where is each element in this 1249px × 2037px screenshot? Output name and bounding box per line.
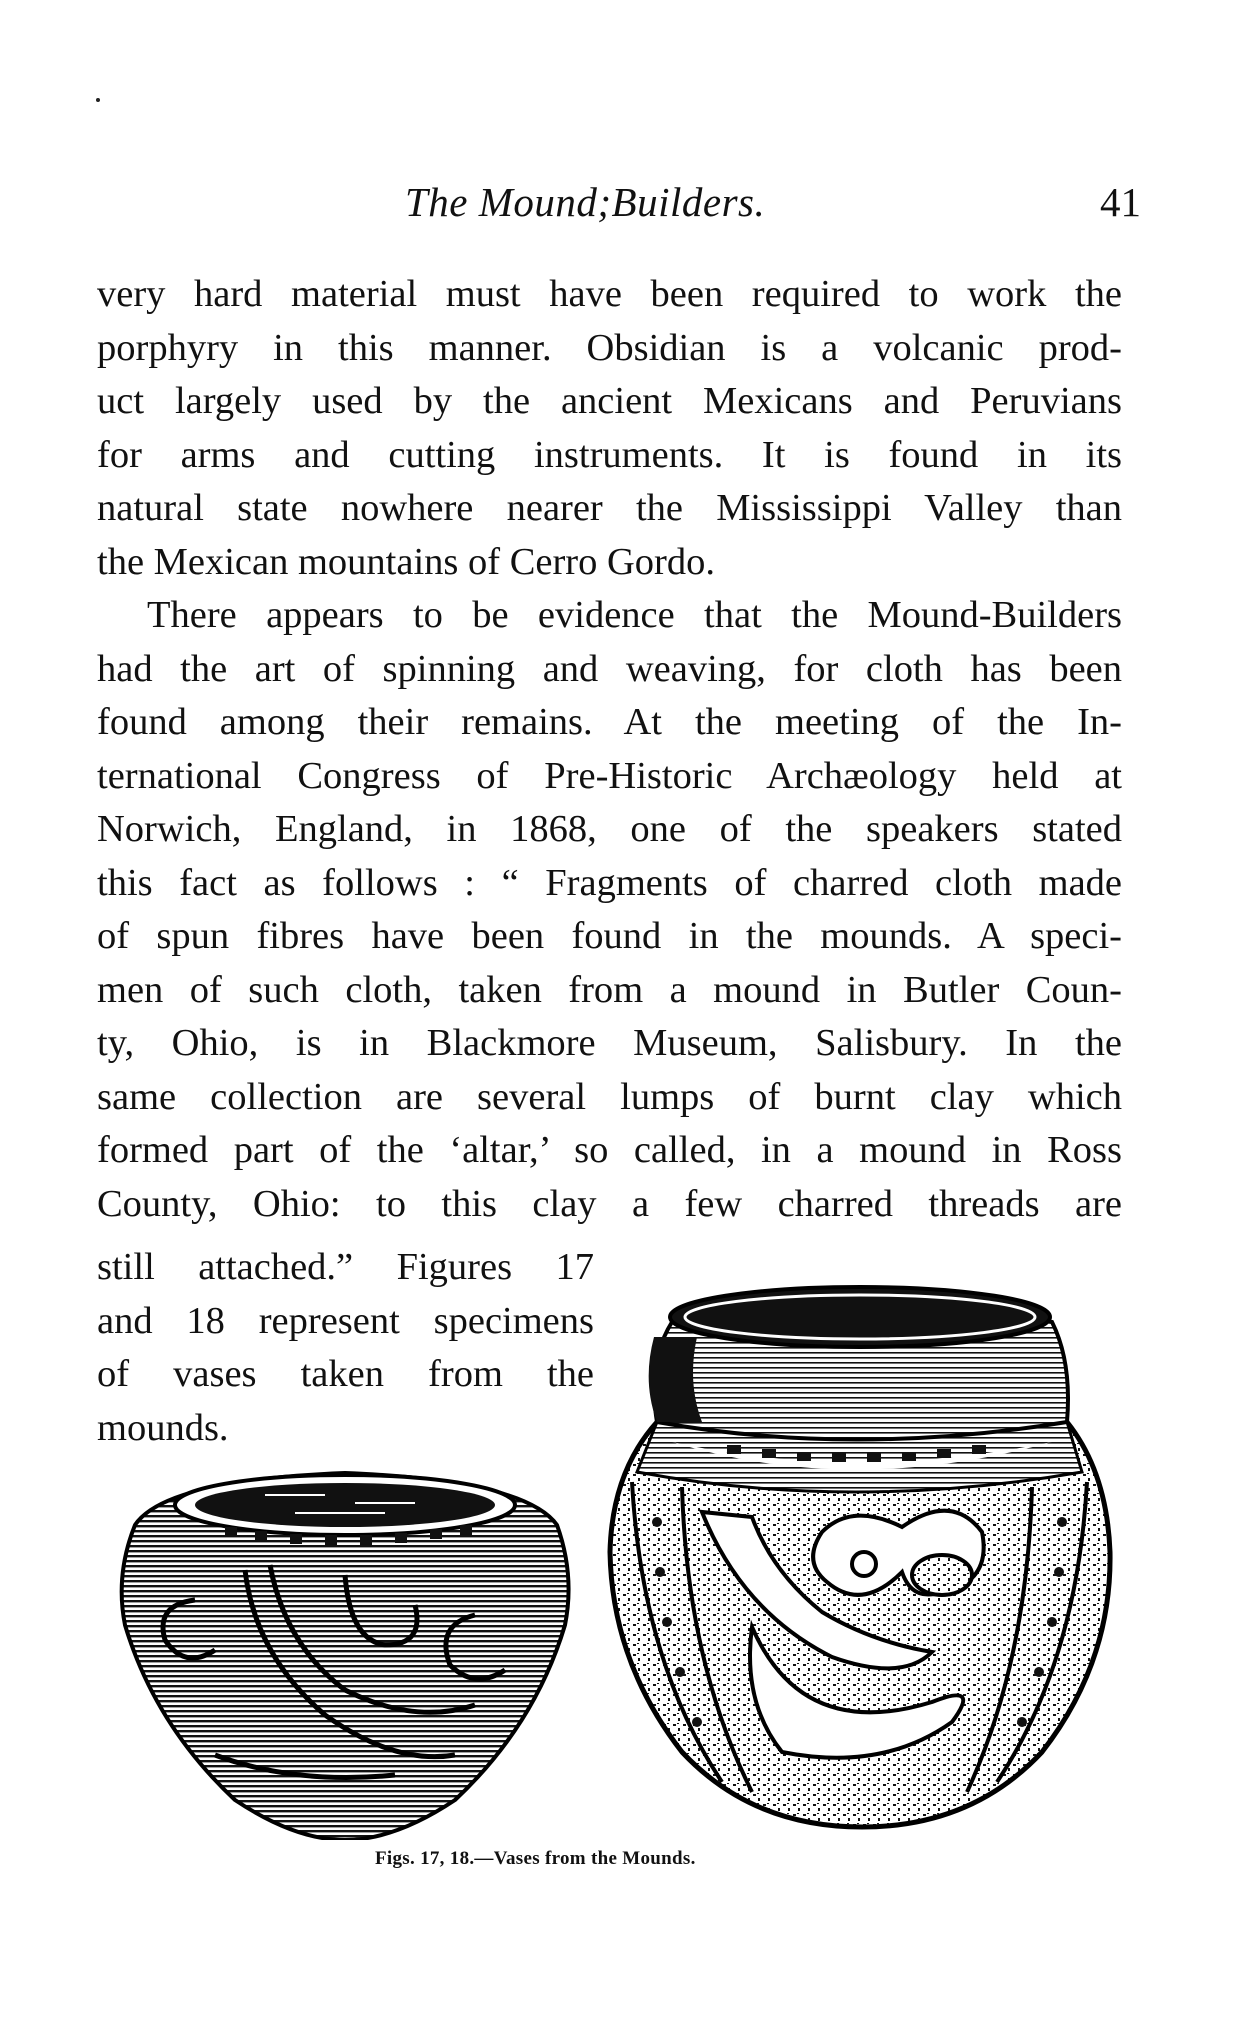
text-line: and 18 represent specimens — [97, 1299, 594, 1342]
text-line: County, Ohio: to this clay a few charred threads are — [97, 1182, 1122, 1225]
text-line: ty, Ohio, is in Blackmore Museum, Salisbury. In the — [97, 1022, 1122, 1064]
text-line: very hard material must have been required to work the — [97, 273, 1122, 315]
text-line: of vases taken from the — [97, 1353, 594, 1395]
text-line: had the art of spinning and weaving, for cloth has been — [97, 647, 1122, 690]
wrapped-text — [97, 1241, 594, 1455]
text-line: formed part of the ‘altar,’ so called, in a mound in Ross — [97, 1129, 1122, 1171]
vase-illustration-left — [95, 1455, 595, 1840]
text-line: Norwich, England, in 1868, one of the speakers stated — [97, 808, 1122, 850]
text-line: still attached.” Figures 17 — [97, 1246, 594, 1288]
text-line: natural state nowhere nearer the Mississippi Valley than — [97, 487, 1122, 529]
text-line: porphyry in this manner. Obsidian is a volcanic prod- — [97, 326, 1122, 369]
running-head — [0, 178, 1249, 238]
figure-18-vase — [602, 1282, 1117, 1837]
text-line: this fact as follows : “ Fragments of charred cloth made — [97, 861, 1122, 904]
text-line: the Mexican mountains of Cerro Gordo. — [97, 540, 715, 583]
text-line: There appears to be evidence that the Mound-Builders — [147, 594, 1122, 636]
figure-caption: Figs. 17, 18.—Vases from the Mounds. — [375, 1848, 696, 1869]
text-line: found among their remains. At the meeting of the In- — [97, 701, 1122, 743]
body-text — [97, 268, 1122, 1231]
stray-mark — [96, 98, 100, 102]
text-line: of spun fibres have been found in the mounds. A speci- — [97, 915, 1122, 957]
text-line: same collection are several lumps of burnt clay which — [97, 1075, 1122, 1118]
text-line: uct largely used by the ancient Mexicans and Peruvians — [97, 380, 1122, 422]
running-title: The Mound;Builders. — [405, 179, 766, 225]
text-line: for arms and cutting instruments. It is found in its — [97, 433, 1122, 476]
vase-illustration-right — [602, 1282, 1117, 1837]
text-line: men of such cloth, taken from a mound in Butler Coun- — [97, 968, 1122, 1011]
text-line: mounds. — [97, 1406, 229, 1449]
page-number: 41 — [1100, 179, 1141, 225]
figure-17-vase — [95, 1455, 595, 1840]
text-line: ternational Congress of Pre-Historic Archæology held at — [97, 754, 1122, 797]
